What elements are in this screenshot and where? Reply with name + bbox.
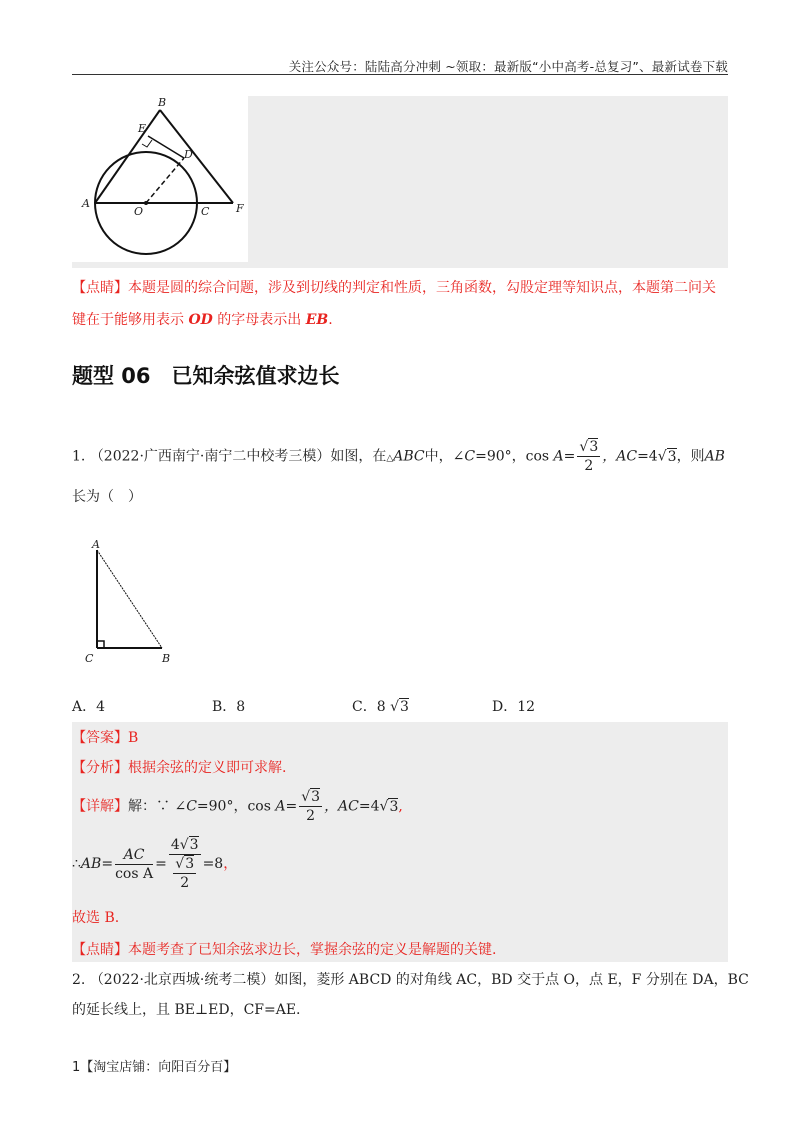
q1-mid: 中，∠: [424, 448, 465, 465]
label-b: B: [158, 96, 167, 109]
q1-line2: 长为（ ）: [72, 489, 142, 505]
dianjing-eb: EB: [305, 312, 329, 328]
answer-line: [72, 728, 138, 748]
q1-ab: AB: [704, 448, 725, 465]
detail-pre: 解：∵ ∠: [128, 798, 187, 815]
q1-abc: ABC: [393, 448, 425, 465]
q1-sqrt3b: 3: [667, 448, 677, 465]
option-d[interactable]: [492, 696, 535, 716]
q1-sqrt3: 3: [589, 439, 599, 455]
dianjing-2-text: 本题考查了已知余弦求边长，掌握余弦的定义是解题的关键.: [128, 942, 497, 958]
big-den-sqrt: 3: [185, 856, 195, 872]
q1-a: A: [553, 448, 564, 465]
answer-tag: 【答案】: [72, 730, 128, 746]
q1-cos-fraction: $\frac{√3}{2}$: [579, 439, 599, 474]
ac-over-cos-fraction: [115, 846, 153, 883]
dianjing-line2-pre: 键在于能够用表示: [72, 312, 184, 328]
analysis-line: [72, 758, 286, 778]
option-b-value: 8: [236, 699, 246, 715]
detail-eq4: =4: [358, 798, 380, 815]
q1-then: ，则: [676, 448, 705, 465]
dianjing-1-line1: [72, 278, 716, 298]
dianjing-2-line: [72, 940, 496, 960]
detail-eq90: =90°，cos: [196, 798, 276, 815]
option-a-value: 4: [96, 699, 106, 715]
answer-value: B: [128, 730, 139, 746]
option-b-label: B．: [212, 699, 237, 715]
analysis-text: 根据余弦的定义即可求解.: [128, 760, 287, 776]
q1-eq90: =90°，cos: [475, 448, 554, 465]
header-divider: [72, 74, 728, 75]
big-num: 4: [170, 837, 180, 853]
detail-eq-ab: =: [101, 856, 114, 872]
dianjing-line2-end: .: [328, 312, 333, 328]
big-fraction: $\frac{4√3}{\frac{√3}{2}}$: [170, 837, 199, 891]
label-o: O: [134, 205, 144, 218]
option-c[interactable]: C．8 √3: [352, 699, 409, 715]
q1-line1: 1. （2022·广西南宁·南宁二中校考三模）如图，在△ABC中，∠C=90°，cos A= $\frac{√3}{2}$ ，AC=4√3，则AB: [72, 439, 725, 474]
option-a-label: A．: [72, 699, 97, 715]
tri-label-c: C: [85, 652, 94, 665]
circle-figure: [72, 96, 248, 262]
big-den-2: 2: [180, 875, 190, 891]
q1-source: （2022·广西南宁·南宁二中校考三模）如图，在: [89, 448, 387, 465]
label-d: D: [184, 148, 193, 161]
detail-result: =8: [202, 856, 224, 872]
option-d-value: 12: [517, 699, 536, 715]
choice-line: 故选 B.: [72, 910, 120, 926]
label-a: A: [82, 197, 90, 210]
detail-tag: 【详解】: [72, 798, 128, 815]
q1-den2: 2: [584, 458, 594, 474]
dianjing-line2-mid: 的字母表示出: [217, 312, 302, 328]
circle-diagram: [72, 96, 248, 262]
big-num-sqrt: 3: [189, 837, 199, 853]
q1-ac: ，AC: [602, 448, 638, 465]
footer-text: 1【淘宝店铺：向阳百分百】: [72, 1060, 237, 1075]
detail-ac: ，AC: [324, 798, 359, 815]
detail-cos-fraction: $\frac{√3}{2}$: [301, 789, 321, 824]
tri-label-b: B: [162, 652, 171, 665]
triangle-symbol: △: [386, 453, 394, 464]
dianjing-tag: 【点睛】: [72, 280, 128, 296]
detail-den2: 2: [306, 808, 316, 824]
q2-number: 2.: [72, 972, 86, 988]
detail-ab: AB: [80, 856, 102, 872]
option-c-value: 8: [376, 699, 386, 715]
detail-comma: ，: [223, 856, 238, 872]
option-c-label: C．: [352, 699, 377, 715]
dianjing-1-line2: [72, 310, 333, 330]
q2-line1-text: （2022·北京西城·统考二模）如图，菱形 ABCD 的对角线 AC，BD 交于点 O，点 E，F 分别在 DA，BC: [89, 972, 749, 988]
detail-line1: 【详解】解：∵ ∠C=90°，cos A= $\frac{√3}{2}$ ，AC=4√3,: [72, 789, 403, 824]
q2-line1: [72, 970, 749, 990]
detail-eq: =: [285, 798, 298, 815]
header-banner: 关注公众号：陆陆高分冲刺 ~领取：最新版“小中高考-总复习”、最新试卷下载: [288, 59, 728, 74]
triangle-diagram: [82, 536, 182, 666]
option-b[interactable]: [212, 696, 245, 716]
detail-a: A: [275, 798, 286, 815]
q1-number: 1.: [72, 448, 86, 465]
dianjing-2-tag: 【点睛】: [72, 942, 128, 958]
tri-label-a: A: [92, 538, 100, 551]
q1-eq4: =4: [637, 448, 658, 465]
q1-eq: =: [563, 448, 576, 465]
frac-den: cos A: [115, 865, 154, 882]
detail-c: C: [186, 798, 197, 815]
dianjing-text: 本题是圆的综合问题，涉及到切线的判定和性质，三角函数，勾股定理等知识点，本题第二问关: [128, 280, 716, 296]
option-a[interactable]: [72, 696, 105, 716]
triangle-figure: [82, 536, 182, 666]
q2-line2: 的延长线上，且 BE⊥ED，CF=AE.: [72, 1002, 301, 1018]
section-title: 题型 06 已知余弦值求边长: [72, 364, 340, 388]
label-c: C: [201, 205, 210, 218]
detail-sqrt3: 3: [311, 789, 321, 805]
detail-eq2: =: [155, 856, 167, 872]
label-f: F: [236, 202, 244, 215]
detail-dot: ,: [398, 798, 403, 815]
therefore-symbol: ∴: [72, 856, 81, 872]
detail-line2: [72, 836, 237, 892]
option-d-label: D．: [492, 699, 518, 715]
dianjing-od: OD: [188, 312, 213, 328]
option-c-sqrt: 3: [400, 699, 409, 715]
label-e: E: [138, 122, 147, 135]
analysis-tag: 【分析】: [72, 760, 128, 776]
q1-c: C: [464, 448, 476, 465]
frac-num: AC: [115, 846, 153, 865]
detail-sqrt3b: 3: [389, 798, 399, 815]
